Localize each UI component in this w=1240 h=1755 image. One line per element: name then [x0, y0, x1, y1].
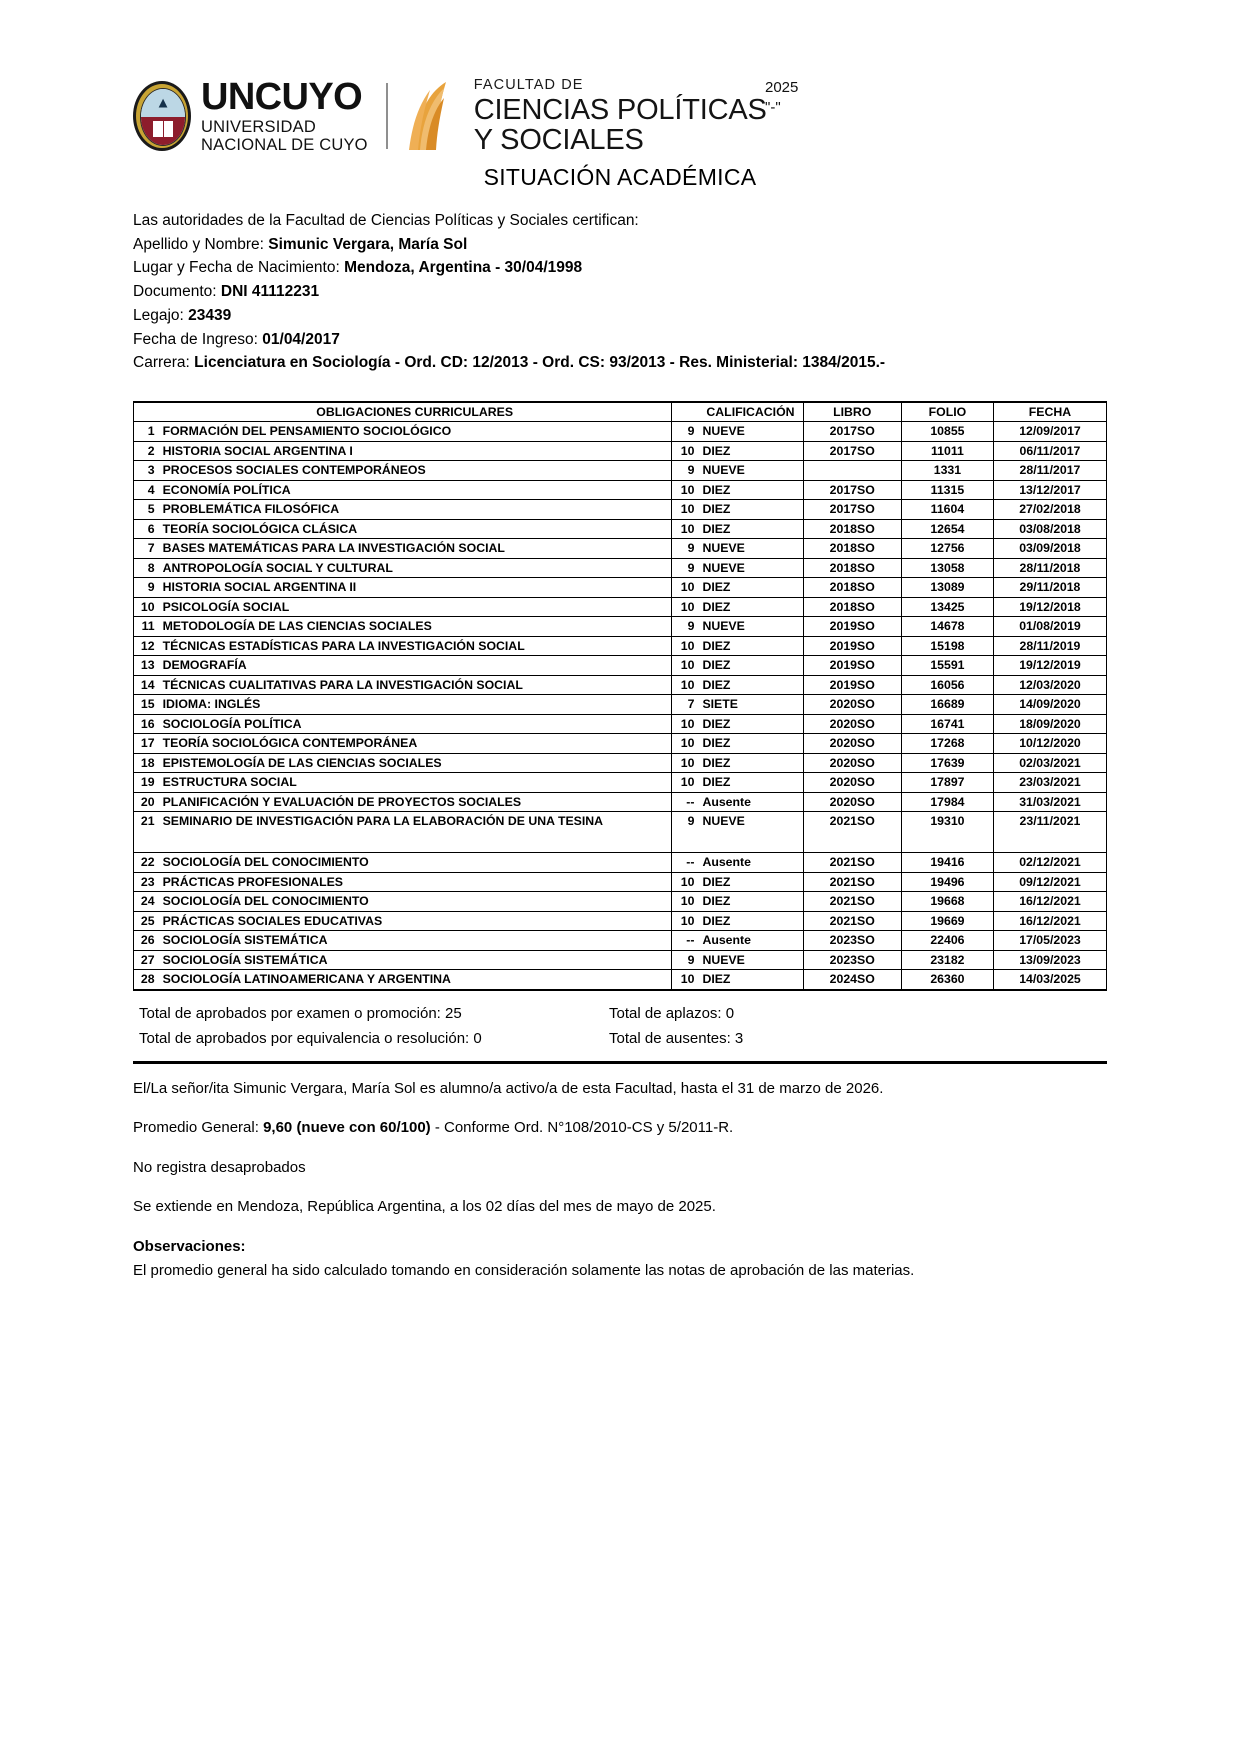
- cell-number: 28: [134, 970, 159, 990]
- cell-number: 15: [134, 695, 159, 715]
- cell-libro: 2023SO: [803, 950, 901, 970]
- institution-logo: [133, 78, 767, 155]
- cell-libro: 2020SO: [803, 792, 901, 812]
- student-name-value: Simunic Vergara, María Sol: [268, 235, 468, 253]
- cell-grade-word: Ausente: [698, 931, 803, 951]
- cell-grade-word: DIEZ: [698, 656, 803, 676]
- cell-fecha: 09/12/2021: [993, 872, 1106, 892]
- cell-course-name: SOCIOLOGÍA DEL CONOCIMIENTO: [159, 853, 672, 873]
- cell-course-name: FORMACIÓN DEL PENSAMIENTO SOCIOLÓGICO: [159, 422, 672, 442]
- cell-number: 21: [134, 812, 159, 853]
- cell-number: 10: [134, 597, 159, 617]
- cell-number: 22: [134, 853, 159, 873]
- cell-libro: 2021SO: [803, 812, 901, 853]
- cell-folio: 12654: [901, 519, 993, 539]
- cell-fecha: 19/12/2019: [993, 656, 1106, 676]
- totals-row-1: [133, 1001, 1107, 1026]
- cell-grade-number: 10: [671, 578, 698, 598]
- cell-grade-word: DIEZ: [698, 892, 803, 912]
- cell-course-name: BASES MATEMÁTICAS PARA LA INVESTIGACIÓN SOCIAL: [159, 539, 672, 559]
- cell-libro: 2017SO: [803, 500, 901, 520]
- cell-libro: [803, 461, 901, 481]
- cell-grade-number: --: [671, 853, 698, 873]
- cell-grade-word: DIEZ: [698, 911, 803, 931]
- cell-grade-number: 10: [671, 441, 698, 461]
- document-line: [133, 280, 1240, 304]
- cell-grade-number: 9: [671, 812, 698, 853]
- cell-grade-number: 9: [671, 539, 698, 559]
- cell-number: 4: [134, 480, 159, 500]
- cell-fecha: 23/03/2021: [993, 773, 1106, 793]
- cell-folio: 16056: [901, 675, 993, 695]
- table-head: [134, 402, 1107, 422]
- birth-label: Lugar y Fecha de Nacimiento:: [133, 259, 340, 277]
- cell-folio: 16689: [901, 695, 993, 715]
- cell-libro: 2020SO: [803, 773, 901, 793]
- cell-fecha: 13/12/2017: [993, 480, 1106, 500]
- cell-folio: 11315: [901, 480, 993, 500]
- cell-fecha: 16/12/2021: [993, 892, 1106, 912]
- cell-grade-number: 7: [671, 695, 698, 715]
- total-approved-equivalence: Total de aprobados por equivalencia o resolución: 0: [139, 1029, 482, 1047]
- table-row: [134, 950, 1107, 970]
- cell-libro: 2020SO: [803, 695, 901, 715]
- cell-libro: 2017SO: [803, 480, 901, 500]
- cell-grade-word: DIEZ: [698, 578, 803, 598]
- cell-course-name: PROCESOS SOCIALES CONTEMPORÁNEOS: [159, 461, 672, 481]
- footer-block: [133, 1064, 1113, 1283]
- cell-grade-number: 10: [671, 753, 698, 773]
- cell-grade-number: --: [671, 792, 698, 812]
- cell-course-name: EPISTEMOLOGÍA DE LAS CIENCIAS SOCIALES: [159, 753, 672, 773]
- cell-libro: 2018SO: [803, 558, 901, 578]
- cell-number: 2: [134, 441, 159, 461]
- cell-fecha: 06/11/2017: [993, 441, 1106, 461]
- cell-grade-word: DIEZ: [698, 734, 803, 754]
- university-line1: UNIVERSIDAD: [201, 118, 316, 136]
- table-row: [134, 853, 1107, 873]
- cell-fecha: 12/03/2020: [993, 675, 1106, 695]
- cell-fecha: 01/08/2019: [993, 617, 1106, 637]
- cell-grade-word: NUEVE: [698, 617, 803, 637]
- cell-grade-number: 10: [671, 734, 698, 754]
- table-row: [134, 636, 1107, 656]
- logo-divider: [386, 83, 388, 149]
- certify-intro: Las autoridades de la Facultad de Ciencias Políticas y Sociales certifican:: [133, 212, 639, 229]
- table-row: [134, 911, 1107, 931]
- th-fecha: FECHA: [993, 402, 1106, 422]
- cell-grade-word: NUEVE: [698, 461, 803, 481]
- cell-course-name: TÉCNICAS ESTADÍSTICAS PARA LA INVESTIGACIÓN SOCIAL: [159, 636, 672, 656]
- career-value: Licenciatura en Sociología - Ord. CD: 12/2013 - Ord. CS: 93/2013 - Res. Ministerial: 1384/2015.-: [194, 354, 886, 372]
- table-row: [134, 578, 1107, 598]
- cell-number: 26: [134, 931, 159, 951]
- cell-folio: 17984: [901, 792, 993, 812]
- cell-grade-number: 10: [671, 500, 698, 520]
- cell-grade-number: --: [671, 931, 698, 951]
- birth-value: Mendoza, Argentina - 30/04/1998: [344, 259, 583, 277]
- cell-fecha: 02/03/2021: [993, 753, 1106, 773]
- cell-libro: 2019SO: [803, 656, 901, 676]
- average-suffix: - Conforme Ord. N°108/2010-CS y 5/2011-R.: [434, 1119, 734, 1137]
- cell-folio: 15591: [901, 656, 993, 676]
- courses-table-wrapper: [133, 401, 1107, 991]
- cell-grade-number: 10: [671, 656, 698, 676]
- cell-grade-word: NUEVE: [698, 950, 803, 970]
- cell-grade-number: 10: [671, 970, 698, 990]
- cell-folio: 11604: [901, 500, 993, 520]
- th-grade-num: [671, 402, 698, 422]
- table-row: [134, 617, 1107, 637]
- cell-fecha: 27/02/2018: [993, 500, 1106, 520]
- cell-grade-word: Ausente: [698, 853, 803, 873]
- cell-course-name: PRÁCTICAS SOCIALES EDUCATIVAS: [159, 911, 672, 931]
- cell-course-name: HISTORIA SOCIAL ARGENTINA I: [159, 441, 672, 461]
- cell-folio: 15198: [901, 636, 993, 656]
- cell-number: 8: [134, 558, 159, 578]
- faculty-line1: CIENCIAS POLÍTICAS: [473, 93, 767, 126]
- table-row: [134, 872, 1107, 892]
- cell-libro: 2018SO: [803, 519, 901, 539]
- cell-folio: 19416: [901, 853, 993, 873]
- totals-row-2: [133, 1026, 1107, 1051]
- cell-grade-word: DIEZ: [698, 970, 803, 990]
- cell-number: 25: [134, 911, 159, 931]
- cell-fecha: 29/11/2018: [993, 578, 1106, 598]
- cell-fecha: 02/12/2021: [993, 853, 1106, 873]
- cell-course-name: TEORÍA SOCIOLÓGICA CONTEMPORÁNEA: [159, 734, 672, 754]
- cell-libro: 2017SO: [803, 422, 901, 442]
- cell-folio: 23182: [901, 950, 993, 970]
- cell-course-name: SOCIOLOGÍA DEL CONOCIMIENTO: [159, 892, 672, 912]
- totals-block: [133, 991, 1107, 1051]
- cell-libro: 2020SO: [803, 734, 901, 754]
- cell-fecha: 28/11/2017: [993, 461, 1106, 481]
- cell-grade-word: NUEVE: [698, 539, 803, 559]
- cell-course-name: IDIOMA: INGLÉS: [159, 695, 672, 715]
- cell-grade-word: NUEVE: [698, 422, 803, 442]
- cell-libro: 2021SO: [803, 872, 901, 892]
- table-row: [134, 480, 1107, 500]
- cell-course-name: SOCIOLOGÍA SISTEMÁTICA: [159, 950, 672, 970]
- cell-number: 7: [134, 539, 159, 559]
- table-row: [134, 753, 1107, 773]
- year-value: 2025: [765, 79, 799, 96]
- cell-grade-word: DIEZ: [698, 441, 803, 461]
- cell-folio: 17897: [901, 773, 993, 793]
- cell-fecha: 28/11/2019: [993, 636, 1106, 656]
- student-name-line: [133, 233, 1240, 257]
- entry-date-label: Fecha de Ingreso:: [133, 330, 258, 348]
- cell-number: 24: [134, 892, 159, 912]
- cell-libro: 2021SO: [803, 853, 901, 873]
- table-row: [134, 675, 1107, 695]
- cell-folio: 16741: [901, 714, 993, 734]
- cell-number: 27: [134, 950, 159, 970]
- cell-folio: 19310: [901, 812, 993, 853]
- th-calificacion: CALIFICACIÓN: [698, 402, 803, 422]
- cell-libro: 2017SO: [803, 441, 901, 461]
- cell-grade-number: 9: [671, 617, 698, 637]
- cell-course-name: PROBLEMÁTICA FILOSÓFICA: [159, 500, 672, 520]
- cell-number: 19: [134, 773, 159, 793]
- cell-grade-word: DIEZ: [698, 753, 803, 773]
- cell-grade-number: 10: [671, 714, 698, 734]
- cell-libro: 2023SO: [803, 931, 901, 951]
- table-row: [134, 597, 1107, 617]
- document-label: Documento:: [133, 283, 217, 301]
- cell-fecha: 16/12/2021: [993, 911, 1106, 931]
- cell-number: 13: [134, 656, 159, 676]
- cell-number: 12: [134, 636, 159, 656]
- birth-line: [133, 256, 1240, 280]
- table-row: [134, 461, 1107, 481]
- cell-course-name: ESTRUCTURA SOCIAL: [159, 773, 672, 793]
- cell-grade-number: 10: [671, 892, 698, 912]
- table-row: [134, 892, 1107, 912]
- cell-folio: 13425: [901, 597, 993, 617]
- table-row: [134, 500, 1107, 520]
- cell-grade-word: DIEZ: [698, 675, 803, 695]
- cell-fecha: 10/12/2020: [993, 734, 1106, 754]
- table-row: [134, 441, 1107, 461]
- cell-libro: 2019SO: [803, 617, 901, 637]
- cell-number: 17: [134, 734, 159, 754]
- cell-fecha: 03/09/2018: [993, 539, 1106, 559]
- cell-number: 16: [134, 714, 159, 734]
- th-number: [134, 402, 159, 422]
- cell-grade-word: NUEVE: [698, 558, 803, 578]
- career-label: Carrera:: [133, 354, 190, 372]
- cell-fecha: 31/03/2021: [993, 792, 1106, 812]
- average-value: 9,60 (nueve con 60/100): [263, 1119, 431, 1137]
- cell-folio: 13089: [901, 578, 993, 598]
- cell-fecha: 12/09/2017: [993, 422, 1106, 442]
- cell-grade-number: 10: [671, 872, 698, 892]
- cell-course-name: SOCIOLOGÍA SISTEMÁTICA: [159, 931, 672, 951]
- cell-fecha: 23/11/2021: [993, 812, 1106, 853]
- faculty-wordmark: [474, 78, 767, 155]
- cell-grade-word: Ausente: [698, 792, 803, 812]
- cell-number: 11: [134, 617, 159, 637]
- university-name: UNCUYO: [201, 76, 363, 118]
- cell-libro: 2018SO: [803, 597, 901, 617]
- cell-number: 18: [134, 753, 159, 773]
- career-line: [133, 351, 1240, 375]
- cell-grade-number: 9: [671, 558, 698, 578]
- cell-fecha: 17/05/2023: [993, 931, 1106, 951]
- cell-folio: 1331: [901, 461, 993, 481]
- table-row: [134, 656, 1107, 676]
- cell-course-name: TÉCNICAS CUALITATIVAS PARA LA INVESTIGACIÓN SOCIAL: [159, 675, 672, 695]
- total-aplazos: Total de aplazos: 0: [609, 1004, 735, 1022]
- cell-grade-word: DIEZ: [698, 872, 803, 892]
- cell-number: 1: [134, 422, 159, 442]
- entry-date-line: [133, 328, 1240, 352]
- cell-fecha: 13/09/2023: [993, 950, 1106, 970]
- cell-course-name: ECONOMÍA POLÍTICA: [159, 480, 672, 500]
- cell-course-name: DEMOGRAFÍA: [159, 656, 672, 676]
- cell-grade-word: DIEZ: [698, 636, 803, 656]
- cell-grade-word: DIEZ: [698, 519, 803, 539]
- code-value: "-": [765, 99, 781, 117]
- cell-course-name: TEORÍA SOCIOLÓGICA CLÁSICA: [159, 519, 672, 539]
- cell-number: 6: [134, 519, 159, 539]
- document-header: [0, 0, 1240, 156]
- table-row: [134, 714, 1107, 734]
- cell-grade-number: 9: [671, 422, 698, 442]
- cell-libro: 2020SO: [803, 753, 901, 773]
- table-row: [134, 519, 1107, 539]
- cell-folio: 14678: [901, 617, 993, 637]
- cell-grade-number: 10: [671, 597, 698, 617]
- cell-libro: 2021SO: [803, 911, 901, 931]
- table-row: [134, 931, 1107, 951]
- cell-folio: 12756: [901, 539, 993, 559]
- table-row: [134, 695, 1107, 715]
- cell-libro: 2019SO: [803, 636, 901, 656]
- cell-folio: 11011: [901, 441, 993, 461]
- student-name-label: Apellido y Nombre:: [133, 235, 264, 253]
- cell-folio: 26360: [901, 970, 993, 990]
- observations-body: El promedio general ha sido calculado tomando en consideración solamente las notas de aprobación de las materias.: [133, 1262, 915, 1280]
- cell-fecha: 14/09/2020: [993, 695, 1106, 715]
- cell-libro: 2018SO: [803, 539, 901, 559]
- cell-course-name: METODOLOGÍA DE LAS CIENCIAS SOCIALES: [159, 617, 672, 637]
- th-folio: FOLIO: [901, 402, 993, 422]
- university-crest-icon: ▲: [133, 81, 191, 151]
- cell-course-name: PLANIFICACIÓN Y EVALUACIÓN DE PROYECTOS SOCIALES: [159, 792, 672, 812]
- cell-course-name: SOCIOLOGÍA POLÍTICA: [159, 714, 672, 734]
- status-line: El/La señor/ita Simunic Vergara, María Sol es alumno/a activo/a de esta Facultad, hasta el 31 de marzo de 2026.: [133, 1079, 884, 1097]
- cell-fecha: 18/09/2020: [993, 714, 1106, 734]
- average-line: [133, 1117, 1113, 1140]
- cell-folio: 22406: [901, 931, 993, 951]
- table-row: [134, 812, 1107, 853]
- cell-fecha: 03/08/2018: [993, 519, 1106, 539]
- table-row: [134, 970, 1107, 990]
- cell-fecha: 28/11/2018: [993, 558, 1106, 578]
- cell-libro: 2021SO: [803, 892, 901, 912]
- cell-grade-word: NUEVE: [698, 812, 803, 853]
- fan-logo-icon: [406, 80, 462, 152]
- cell-course-name: PRÁCTICAS PROFESIONALES: [159, 872, 672, 892]
- cell-libro: 2019SO: [803, 675, 901, 695]
- cell-grade-word: DIEZ: [698, 500, 803, 520]
- cell-folio: 10855: [901, 422, 993, 442]
- cell-course-name: PSICOLOGÍA SOCIAL: [159, 597, 672, 617]
- table-row: [134, 734, 1107, 754]
- cell-folio: 19668: [901, 892, 993, 912]
- cell-grade-word: DIEZ: [698, 714, 803, 734]
- table-row: [134, 539, 1107, 559]
- cell-number: 3: [134, 461, 159, 481]
- legajo-label: Legajo:: [133, 306, 184, 324]
- cell-course-name: SEMINARIO DE INVESTIGACIÓN PARA LA ELABORACIÓN DE UNA TESINA: [159, 812, 672, 853]
- table-body: [134, 422, 1107, 990]
- cell-libro: 2018SO: [803, 578, 901, 598]
- th-libro: LIBRO: [803, 402, 901, 422]
- faculty-small-label: FACULTAD DE: [473, 77, 584, 94]
- cell-grade-number: 10: [671, 773, 698, 793]
- cell-fecha: 19/12/2018: [993, 597, 1106, 617]
- observations-title: Observaciones:: [133, 1237, 246, 1255]
- faculty-line2: Y SOCIALES: [473, 123, 644, 156]
- university-line2: NACIONAL DE CUYO: [201, 136, 368, 155]
- table-header-row: [134, 402, 1107, 422]
- cell-grade-word: SIETE: [698, 695, 803, 715]
- page-title: SITUACIÓN ACADÉMICA: [483, 164, 757, 190]
- table-row: [134, 422, 1107, 442]
- cell-folio: 17639: [901, 753, 993, 773]
- cell-grade-number: 10: [671, 675, 698, 695]
- cell-course-name: SOCIOLOGÍA LATINOAMERICANA Y ARGENTINA: [159, 970, 672, 990]
- cell-grade-number: 10: [671, 480, 698, 500]
- entry-date-value: 01/04/2017: [262, 330, 340, 348]
- th-obligaciones: OBLIGACIONES CURRICULARES: [159, 402, 672, 422]
- average-label: Promedio General:: [133, 1119, 259, 1137]
- year-block: [765, 78, 798, 119]
- cell-libro: 2020SO: [803, 714, 901, 734]
- cell-grade-number: 9: [671, 461, 698, 481]
- cell-grade-word: DIEZ: [698, 773, 803, 793]
- cell-grade-number: 10: [671, 519, 698, 539]
- cell-number: 9: [134, 578, 159, 598]
- cell-fecha: 14/03/2025: [993, 970, 1106, 990]
- courses-table: [133, 401, 1107, 991]
- table-row: [134, 558, 1107, 578]
- university-wordmark: [201, 78, 368, 155]
- cell-course-name: HISTORIA SOCIAL ARGENTINA II: [159, 578, 672, 598]
- cell-folio: 13058: [901, 558, 993, 578]
- cell-course-name: ANTROPOLOGÍA SOCIAL Y CULTURAL: [159, 558, 672, 578]
- total-approved-exam: Total de aprobados por examen o promoción: 25: [139, 1004, 462, 1022]
- cell-grade-number: 10: [671, 911, 698, 931]
- table-row: [134, 792, 1107, 812]
- cell-grade-number: 9: [671, 950, 698, 970]
- no-failed-line: No registra desaprobados: [133, 1158, 306, 1176]
- total-ausentes: Total de ausentes: 3: [609, 1029, 744, 1047]
- cell-grade-number: 10: [671, 636, 698, 656]
- cell-number: 20: [134, 792, 159, 812]
- document-value: DNI 41112231: [220, 283, 320, 301]
- cell-number: 14: [134, 675, 159, 695]
- cell-folio: 19669: [901, 911, 993, 931]
- cell-number: 5: [134, 500, 159, 520]
- cell-folio: 19496: [901, 872, 993, 892]
- cell-libro: 2024SO: [803, 970, 901, 990]
- cell-number: 23: [134, 872, 159, 892]
- cell-folio: 17268: [901, 734, 993, 754]
- legajo-line: [133, 304, 1240, 328]
- table-row: [134, 773, 1107, 793]
- identity-block: [133, 209, 1240, 375]
- cell-grade-word: DIEZ: [698, 480, 803, 500]
- issued-line: Se extiende en Mendoza, República Argentina, a los 02 días del mes de mayo de 2025.: [133, 1198, 716, 1216]
- cell-grade-word: DIEZ: [698, 597, 803, 617]
- legajo-value: 23439: [188, 306, 232, 324]
